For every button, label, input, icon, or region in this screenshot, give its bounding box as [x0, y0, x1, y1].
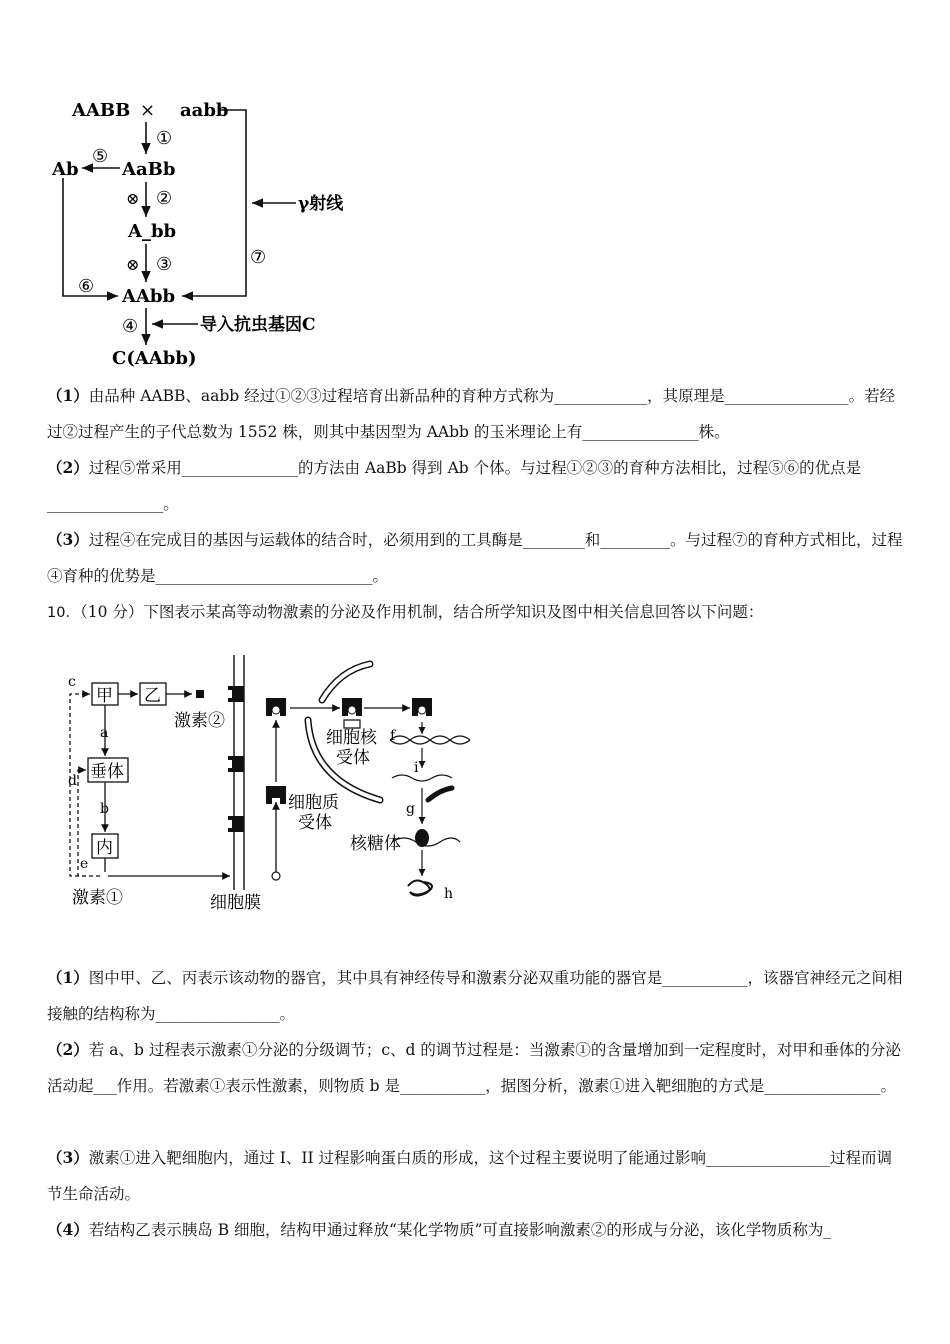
cross-symbol: ×	[140, 100, 156, 121]
protein-h	[408, 880, 432, 895]
selfing-symbol-2: ⊗	[126, 255, 140, 274]
q10-part-1-label: （1）	[47, 968, 89, 987]
label-h: h	[444, 886, 454, 902]
organ-jia-label: 甲	[96, 686, 113, 706]
hormone-mechanism-diagram	[60, 650, 480, 920]
genotype-aabb-target: AAbb	[122, 286, 176, 307]
organ-nei-label: 内	[96, 838, 113, 858]
q9-part-3-label: （3）	[47, 530, 89, 549]
hormone-2-molecule	[196, 690, 204, 698]
q9-part-3	[47, 522, 907, 594]
membrane-receptor-3	[228, 816, 244, 832]
complex-2-ligand	[348, 706, 356, 714]
parent-aabb-upper: AABB	[72, 100, 131, 121]
nuc-receptor-label-1: 细胞核	[326, 728, 377, 748]
step-2: ②	[156, 188, 173, 209]
q9-part-1	[47, 378, 907, 450]
q10-part-1-text: 图中甲、乙、丙表示该动物的器官，其中具有神经传导和激素分泌双重功能的器官是___________，该器官神经元之间相接触的结构称为________________。	[47, 969, 903, 1023]
hormone-1-label: 激素①	[72, 888, 123, 908]
q10-stem-text: 下图表示某高等动物激素的分泌及作用机制，结合所学知识及图中相关信息回答以下问题：	[143, 603, 764, 621]
label-g: g	[406, 801, 415, 817]
q10-part-4	[47, 1212, 907, 1248]
label-i: i	[414, 760, 419, 776]
label-gene-intro: 导入抗虫基因C	[200, 315, 316, 335]
q9-part-2-label: （2）	[47, 458, 89, 477]
step-4: ④	[122, 316, 139, 337]
membrane-receptor-1	[228, 686, 244, 702]
q10-score: （10 分）	[79, 603, 144, 621]
complex-3-ligand	[418, 706, 426, 714]
ribosome-shape	[415, 829, 429, 847]
q10-part-3-label: （3）	[47, 1148, 89, 1167]
step-7: ⑦	[250, 247, 267, 268]
q10-part-2-text: 若 a、b 过程表示激素①分泌的分级调节；c、d 的调节过程是：当激素①的含量增加到一定程度时，对甲和垂体的分泌活动起___作用。若激素①表示性激素，则物质 b 是___________，据图分析，激素①进入靶细胞的方式是_______________。	[47, 1041, 901, 1095]
q10-part-3	[47, 1140, 907, 1212]
q9-part-1-text: 由品种 AABB、aabb 经过①②③过程培育出新品种的育种方式称为____________，其原理是________________。若经过②过程产生的子代总数为 1552 株，则其中基因型为 AAbb 的玉米理论上有_______________株。	[47, 387, 896, 441]
parent-aabb-lower: aabb	[180, 100, 229, 121]
genotype-a-bb: A_bb	[128, 221, 177, 242]
mrna-in-nucleus	[392, 775, 452, 781]
genotype-c-aabb: C(AAbb)	[112, 348, 197, 369]
q10-part-1	[47, 960, 907, 1032]
cytoplasm-receptor	[266, 786, 286, 804]
q10-part-2-label: （2）	[47, 1040, 89, 1059]
step-3: ③	[156, 254, 173, 275]
q9-part-2	[47, 450, 907, 522]
nuclear-receptor	[344, 720, 360, 728]
hormone-2-label: 激素②	[174, 711, 225, 731]
dna-strand-2	[390, 736, 470, 744]
step-6: ⑥	[78, 276, 95, 297]
nuclear-envelope-upper	[322, 664, 370, 700]
ribosome-label: 核糖体	[350, 834, 401, 854]
label-f: f	[390, 728, 396, 744]
nuc-receptor-label-2: 受体	[336, 748, 370, 768]
label-e: e	[80, 856, 89, 872]
q10-part-3-text: 激素①进入靶细胞内，通过 I、II 过程影响蛋白质的形成，这个过程主要说明了能通过影响________________过程而调节生命活动。	[47, 1149, 893, 1203]
q10-part-4-label: （4）	[47, 1220, 89, 1239]
cyto-receptor-label-2: 受体	[298, 813, 332, 833]
q10-part-2	[47, 1032, 907, 1104]
q9-part-3-text: 过程④在完成目的基因与运载体的结合时，必须用到的工具酶是________和_________。与过程⑦的育种方式相比，过程④育种的优势是____________________________。	[47, 531, 903, 585]
hormone-1-inside	[272, 872, 280, 880]
complex-1-ligand	[272, 706, 280, 714]
cyto-receptor-label-1: 细胞质	[288, 793, 339, 813]
selfing-symbol-1: ⊗	[126, 189, 140, 208]
q9-part-2-text: 过程⑤常采用_______________的方法由 AaBb 得到 Ab 个体。与过程①②③的育种方法相比，过程⑤⑥的优点是_______________。	[47, 459, 862, 513]
label-a: a	[100, 725, 109, 741]
nuclear-pore-fragment	[428, 788, 452, 800]
q10-part-4-text: 若结构乙表示胰岛 B 细胞，结构甲通过释放“某化学物质”可直接影响激素②的形成与分泌，该化学物质称为_	[88, 1221, 832, 1239]
q9-part-1-label: （1）	[47, 386, 89, 405]
q10-number: 10．	[47, 605, 80, 621]
organ-yi-label: 乙	[144, 686, 161, 706]
organ-chuiti-label: 垂体	[90, 762, 124, 782]
membrane-receptor-2	[228, 756, 244, 772]
genotype-aabb-f1: AaBb	[122, 159, 176, 180]
genotype-ab-haploid: Ab	[52, 159, 79, 180]
step-1: ①	[156, 128, 173, 149]
membrane-label: 细胞膜	[210, 893, 261, 913]
step-5: ⑤	[92, 146, 109, 167]
label-gamma-ray: γ射线	[298, 194, 344, 214]
label-c: c	[68, 674, 76, 690]
label-d: d	[68, 773, 77, 789]
label-b: b	[100, 801, 109, 817]
q10-stem	[47, 594, 907, 631]
line-step-7	[182, 110, 246, 296]
breeding-diagram	[40, 92, 370, 377]
